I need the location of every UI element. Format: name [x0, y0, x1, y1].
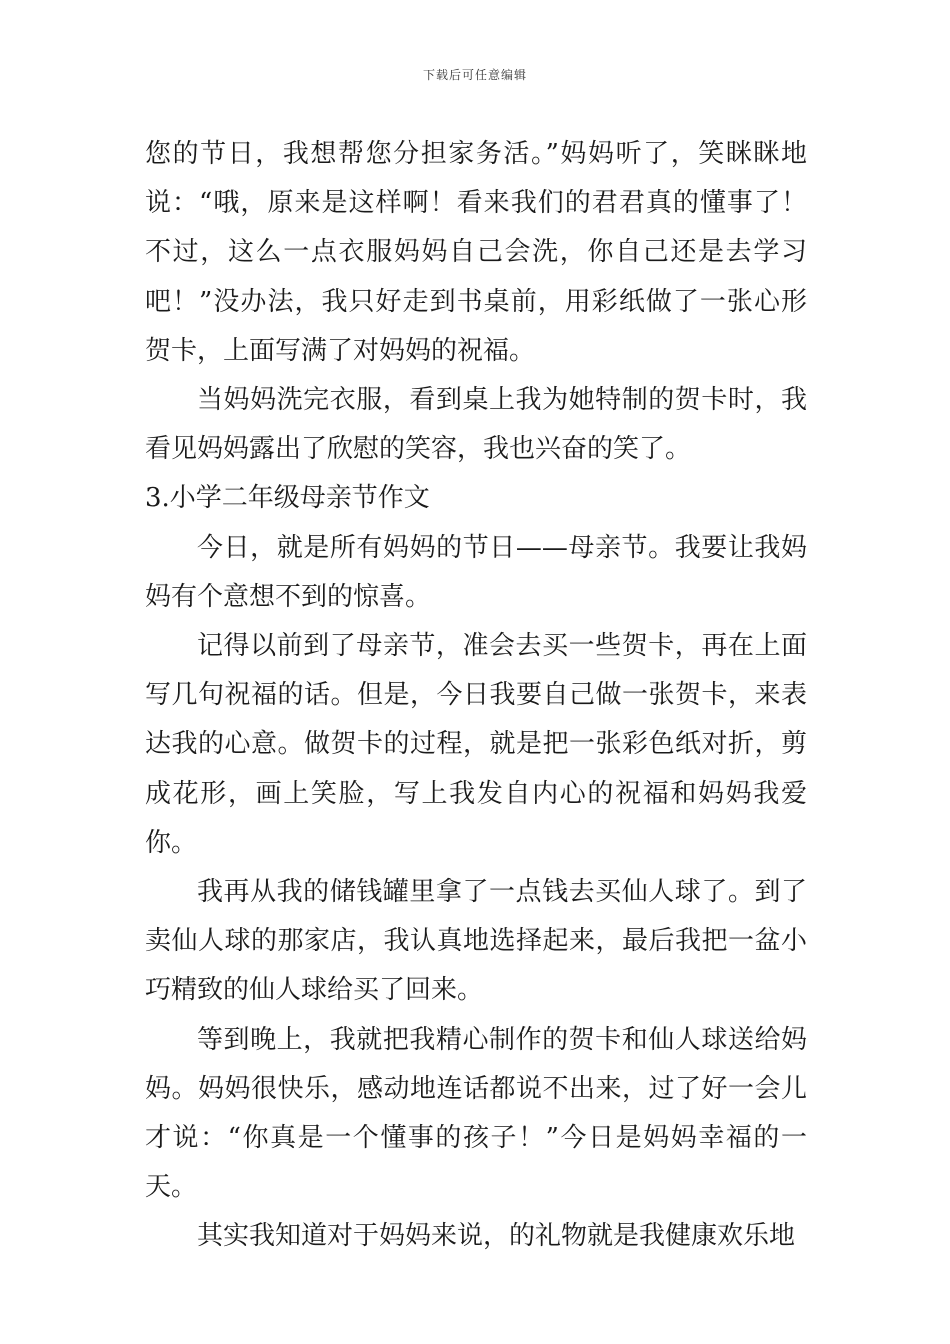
- page-header: 下载后可任意编辑: [422, 68, 527, 82]
- paragraph: 今日，就是所有妈妈的节日——母亲节。我要让我妈妈有个意想不到的惊喜。: [145, 532, 807, 612]
- paragraph: 您的节日，我想帮您分担家务活。”妈妈听了，笑眯眯地说：“哦，原来是这样啊！看来我们的君君真的懂事了！不过，这么一点衣服妈妈自己会洗，你自己还是去学习吧！”没办法，我只好走到书桌前，用彩纸做了一张心形贺卡，上面写满了对妈妈的祝福。: [145, 139, 807, 366]
- paragraph: 我再从我的储钱罐里拿了一点钱去买仙人球了。到了卖仙人球的那家店，我认真地选择起来，最后我把一盆小巧精致的仙人球给买了回来。: [145, 877, 807, 1006]
- document-body: [145, 130, 807, 1262]
- paragraph: 其实我知道对于妈妈来说，的礼物就是我健康欢乐地: [197, 1221, 796, 1252]
- section-heading: 3.小学二年级母亲节作文: [145, 483, 430, 514]
- paragraph: 记得以前到了母亲节，准会去买一些贺卡，再在上面写几句祝福的话。但是，今日我要自己做一张贺卡，来表达我的心意。做贺卡的过程，就是把一张彩色纸对折，剪成花形，画上笑脸，写上我发自内心的祝福和妈妈我爱你。: [145, 631, 807, 858]
- paragraph: 当妈妈洗完衣服，看到桌上我为她特制的贺卡时，我看见妈妈露出了欣慰的笑容，我也兴奋的笑了。: [145, 385, 807, 465]
- paragraph: 等到晚上，我就把我精心制作的贺卡和仙人球送给妈妈。妈妈很快乐，感动地连话都说不出来，过了好一会儿才说：“你真是一个懂事的孩子！”今日是妈妈幸福的一天。: [145, 1024, 807, 1203]
